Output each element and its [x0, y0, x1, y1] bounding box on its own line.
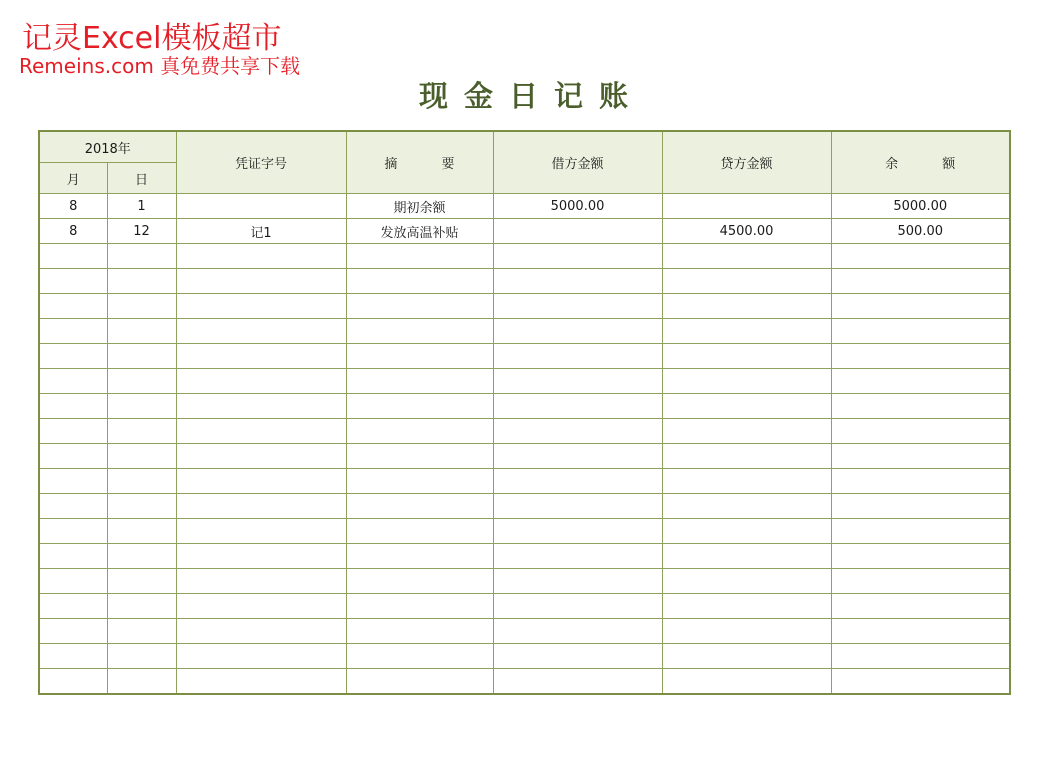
cell-credit[interactable] [662, 294, 831, 319]
cell-balance[interactable] [831, 244, 1010, 269]
cell-balance[interactable]: 5000.00 [831, 194, 1010, 219]
cell-summary[interactable] [346, 494, 493, 519]
table-row [39, 244, 1010, 269]
header-month: 月 [39, 163, 107, 194]
cell-month[interactable] [39, 244, 107, 269]
cell-debit[interactable] [493, 444, 662, 469]
cell-summary[interactable] [346, 644, 493, 669]
table-row [39, 344, 1010, 369]
cell-day[interactable] [107, 669, 176, 695]
table-row [39, 494, 1010, 519]
cell-voucher[interactable] [176, 594, 346, 619]
page-title: 现金日记账 [418, 79, 644, 113]
cell-debit[interactable] [493, 569, 662, 594]
cell-credit[interactable] [662, 594, 831, 619]
cell-credit[interactable] [662, 619, 831, 644]
cell-month[interactable] [39, 369, 107, 394]
table-row [39, 569, 1010, 594]
cell-day[interactable] [107, 294, 176, 319]
table-row [39, 469, 1010, 494]
cell-month[interactable] [39, 469, 107, 494]
cell-voucher[interactable] [176, 369, 346, 394]
cell-day[interactable] [107, 469, 176, 494]
cell-day[interactable] [107, 594, 176, 619]
cell-month[interactable] [39, 519, 107, 544]
cell-balance[interactable]: 500.00 [831, 219, 1010, 244]
cell-debit[interactable]: 5000.00 [493, 194, 662, 219]
cell-credit[interactable] [662, 419, 831, 444]
cell-balance[interactable] [831, 269, 1010, 294]
cash-ledger-table [38, 130, 1011, 695]
cell-balance[interactable] [831, 469, 1010, 494]
cell-month[interactable] [39, 419, 107, 444]
cell-debit[interactable] [493, 419, 662, 444]
cell-credit[interactable] [662, 569, 831, 594]
cell-debit[interactable] [493, 519, 662, 544]
table-row [39, 444, 1010, 469]
table-row [39, 394, 1010, 419]
cell-month[interactable] [39, 619, 107, 644]
cell-credit[interactable] [662, 669, 831, 695]
cell-summary[interactable] [346, 544, 493, 569]
cell-credit[interactable] [662, 644, 831, 669]
table-row [39, 294, 1010, 319]
cell-day[interactable] [107, 569, 176, 594]
cell-summary[interactable] [346, 444, 493, 469]
cell-month[interactable]: 8 [39, 219, 107, 244]
cell-month[interactable] [39, 544, 107, 569]
cell-balance[interactable] [831, 394, 1010, 419]
cell-debit[interactable] [493, 319, 662, 344]
cell-balance[interactable] [831, 569, 1010, 594]
table-row [39, 319, 1010, 344]
cell-summary[interactable] [346, 394, 493, 419]
cell-month[interactable] [39, 669, 107, 695]
cell-balance[interactable] [831, 319, 1010, 344]
cell-voucher[interactable] [176, 519, 346, 544]
cell-month[interactable] [39, 294, 107, 319]
cell-voucher[interactable] [176, 469, 346, 494]
table-row [39, 194, 1010, 219]
cell-voucher[interactable] [176, 394, 346, 419]
cell-credit[interactable] [662, 394, 831, 419]
cell-month[interactable] [39, 644, 107, 669]
cell-balance[interactable] [831, 669, 1010, 695]
cell-summary[interactable] [346, 344, 493, 369]
table-row [39, 594, 1010, 619]
header-debit: 借方金额 [493, 131, 662, 194]
cell-day[interactable] [107, 344, 176, 369]
cell-summary[interactable] [346, 569, 493, 594]
table-row [39, 669, 1010, 695]
table-row [39, 619, 1010, 644]
cell-day[interactable]: 1 [107, 194, 176, 219]
cell-summary[interactable] [346, 369, 493, 394]
cell-month[interactable] [39, 569, 107, 594]
cell-debit[interactable] [493, 294, 662, 319]
cell-month[interactable] [39, 494, 107, 519]
cell-month[interactable] [39, 269, 107, 294]
cell-credit[interactable] [662, 494, 831, 519]
cell-voucher[interactable] [176, 244, 346, 269]
header-day: 日 [107, 163, 176, 194]
watermark-title: 记灵Excel模板超市 [22, 21, 282, 56]
table-row [39, 644, 1010, 669]
cell-debit[interactable] [493, 219, 662, 244]
cell-summary[interactable] [346, 294, 493, 319]
cell-credit[interactable] [662, 369, 831, 394]
cell-summary[interactable] [346, 319, 493, 344]
cell-day[interactable] [107, 394, 176, 419]
cell-debit[interactable] [493, 619, 662, 644]
cell-day[interactable] [107, 269, 176, 294]
cell-summary[interactable] [346, 594, 493, 619]
cell-day[interactable] [107, 494, 176, 519]
cell-summary[interactable] [346, 669, 493, 695]
table-row [39, 544, 1010, 569]
cell-debit[interactable] [493, 494, 662, 519]
cell-summary[interactable] [346, 469, 493, 494]
cell-debit[interactable] [493, 594, 662, 619]
cell-day[interactable] [107, 244, 176, 269]
cell-debit[interactable] [493, 469, 662, 494]
cell-summary[interactable] [346, 244, 493, 269]
cell-voucher[interactable] [176, 194, 346, 219]
cell-month[interactable]: 8 [39, 194, 107, 219]
cell-voucher[interactable] [176, 419, 346, 444]
header-balance: 余 额 [831, 131, 1010, 194]
cell-debit[interactable] [493, 394, 662, 419]
cell-balance[interactable] [831, 419, 1010, 444]
ledger-body [39, 194, 1010, 695]
cell-month[interactable] [39, 594, 107, 619]
cell-summary[interactable] [346, 419, 493, 444]
cell-debit[interactable] [493, 244, 662, 269]
watermark-subtitle: Remeins.com 真免费共享下载 [19, 54, 301, 78]
cell-balance[interactable] [831, 344, 1010, 369]
cell-credit[interactable] [662, 269, 831, 294]
table-row [39, 369, 1010, 394]
cell-voucher[interactable]: 记1 [176, 219, 346, 244]
cell-voucher[interactable] [176, 669, 346, 695]
cell-summary[interactable]: 发放高温补贴 [346, 219, 493, 244]
cell-voucher[interactable] [176, 294, 346, 319]
cell-balance[interactable] [831, 544, 1010, 569]
cell-summary[interactable] [346, 619, 493, 644]
cell-voucher[interactable] [176, 319, 346, 344]
cell-balance[interactable] [831, 519, 1010, 544]
cell-balance[interactable] [831, 619, 1010, 644]
header-voucher: 凭证字号 [176, 131, 346, 194]
cell-voucher[interactable] [176, 619, 346, 644]
cell-summary[interactable] [346, 519, 493, 544]
cell-month[interactable] [39, 394, 107, 419]
cell-month[interactable] [39, 319, 107, 344]
cell-debit[interactable] [493, 344, 662, 369]
cell-voucher[interactable] [176, 494, 346, 519]
table-row [39, 219, 1010, 244]
header-year: 2018年 [39, 131, 176, 163]
cell-debit[interactable] [493, 544, 662, 569]
cell-credit[interactable] [662, 319, 831, 344]
cell-voucher[interactable] [176, 544, 346, 569]
cell-day[interactable] [107, 544, 176, 569]
cell-day[interactable] [107, 419, 176, 444]
cell-summary[interactable]: 期初余额 [346, 194, 493, 219]
cell-balance[interactable] [831, 444, 1010, 469]
table-row [39, 269, 1010, 294]
cell-day[interactable] [107, 444, 176, 469]
cell-credit[interactable] [662, 244, 831, 269]
cell-month[interactable] [39, 444, 107, 469]
cell-credit[interactable] [662, 444, 831, 469]
table-row [39, 419, 1010, 444]
cell-day[interactable] [107, 619, 176, 644]
cell-credit[interactable] [662, 544, 831, 569]
cell-credit[interactable] [662, 469, 831, 494]
cell-credit[interactable]: 4500.00 [662, 219, 831, 244]
cell-voucher[interactable] [176, 444, 346, 469]
cell-debit[interactable] [493, 644, 662, 669]
table-row [39, 519, 1010, 544]
cell-debit[interactable] [493, 269, 662, 294]
cell-day[interactable] [107, 644, 176, 669]
cell-day[interactable]: 12 [107, 219, 176, 244]
cell-voucher[interactable] [176, 569, 346, 594]
cell-balance[interactable] [831, 494, 1010, 519]
cell-balance[interactable] [831, 594, 1010, 619]
cell-voucher[interactable] [176, 344, 346, 369]
cell-day[interactable] [107, 319, 176, 344]
cell-summary[interactable] [346, 269, 493, 294]
cell-credit[interactable] [662, 519, 831, 544]
cell-voucher[interactable] [176, 644, 346, 669]
cell-balance[interactable] [831, 644, 1010, 669]
cell-balance[interactable] [831, 294, 1010, 319]
cell-day[interactable] [107, 519, 176, 544]
header-credit: 贷方金额 [662, 131, 831, 194]
cell-month[interactable] [39, 344, 107, 369]
cell-balance[interactable] [831, 369, 1010, 394]
cell-credit[interactable] [662, 344, 831, 369]
cell-debit[interactable] [493, 669, 662, 695]
cell-voucher[interactable] [176, 269, 346, 294]
header-summary: 摘 要 [346, 131, 493, 194]
cell-credit[interactable] [662, 194, 831, 219]
cell-debit[interactable] [493, 369, 662, 394]
cell-day[interactable] [107, 369, 176, 394]
